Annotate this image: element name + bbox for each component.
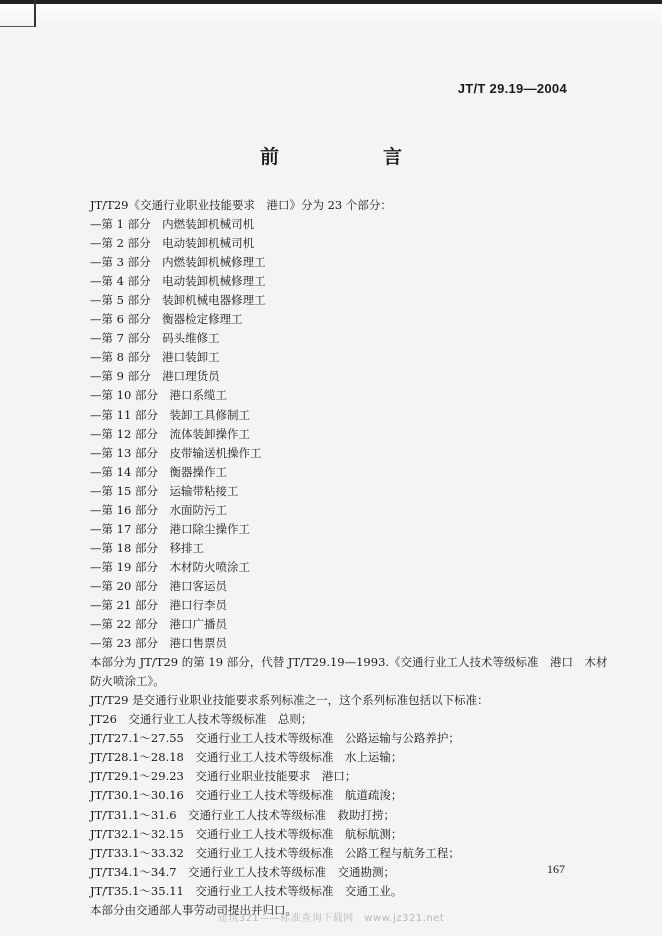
document-code: JT/T 29.19—2004 <box>457 81 567 96</box>
list-item: —第 15 部分 运输带粘接工 <box>90 483 239 498</box>
page-number: 167 <box>547 862 565 876</box>
replacement-note-line-2: 防火喷涂工》。 <box>90 674 165 689</box>
list-item: —第 10 部分 港口系缆工 <box>90 388 227 403</box>
standard-item: JT/T31.1～31.6 交通行业工人技术等级标准 救助打捞； <box>90 807 396 822</box>
list-item: —第 19 部分 木材防火喷涂工 <box>90 559 250 574</box>
foreword-body <box>90 196 608 920</box>
list-item: —第 4 部分 电动装卸机械修理工 <box>90 274 266 289</box>
list-item: —第 12 部分 流体装卸操作工 <box>90 426 250 441</box>
standard-item: JT/T34.1～34.7 交通行业工人技术等级标准 交通勘测； <box>90 864 396 879</box>
list-item: —第 11 部分 装卸工具修制工 <box>90 407 250 422</box>
series-intro-paragraph: JT/T29 是交通行业职业技能要求系列标准之一，这个系列标准包括以下标准： <box>90 693 489 708</box>
standard-item: JT/T27.1～27.55 交通行业工人技术等级标准 公路运输与公路养护； <box>90 731 460 746</box>
parts-list <box>90 215 560 653</box>
list-item: —第 5 部分 装卸机械电器修理工 <box>90 293 266 308</box>
list-item: —第 6 部分 衡器检定修理工 <box>90 312 243 327</box>
replacement-note-line-1: 本部分为 JT/T29 的第 19 部分，代替 JT/T29.19—1993.《交通行业工人技术等级标准 港口 木材 <box>90 655 608 670</box>
standard-item: JT26 交通行业工人技术等级标准 总则； <box>90 712 313 727</box>
list-item: —第 2 部分 电动装卸机械司机 <box>90 236 255 251</box>
list-item: —第 16 部分 水面防污工 <box>90 502 227 517</box>
list-item: —第 9 部分 港口理货员 <box>90 369 220 384</box>
list-item: —第 22 部分 港口广播员 <box>90 617 227 632</box>
standard-item: JT/T32.1～32.15 交通行业工人技术等级标准 航标航测； <box>90 826 403 841</box>
intro-paragraph: JT/T29《交通行业职业技能要求 港口》分为 23 个部分： <box>90 198 392 212</box>
standard-item: JT/T29.1～29.23 交通行业职业技能要求 港口； <box>90 769 357 784</box>
standard-item: JT/T33.1～33.32 交通行业工人技术等级标准 公路工程与航务工程； <box>90 845 460 860</box>
list-item: —第 3 部分 内燃装卸机械修理工 <box>90 255 266 270</box>
list-item: —第 21 部分 港口行李员 <box>90 597 227 612</box>
standard-item: JT/T30.1～30.16 交通行业工人技术等级标准 航道疏浚； <box>90 788 403 803</box>
page-title: 前 言 <box>259 146 424 168</box>
list-item: —第 1 部分 内燃装卸机械司机 <box>90 217 255 232</box>
standard-item: JT/T35.1～35.11 交通行业工人技术等级标准 交通工业。 <box>90 883 403 898</box>
standards-list <box>90 710 560 900</box>
scan-corner-mark <box>0 0 36 27</box>
closing-paragraph: 本部分由交通部人事劳动司提出并归口。 <box>90 902 297 917</box>
list-item: —第 18 部分 移排工 <box>90 540 204 555</box>
list-item: —第 13 部分 皮带输送机操作工 <box>90 445 262 460</box>
list-item: —第 14 部分 衡器操作工 <box>90 464 227 479</box>
scan-border-line <box>0 0 662 4</box>
list-item: —第 23 部分 港口售票员 <box>90 636 227 651</box>
list-item: —第 17 部分 港口除尘操作工 <box>90 521 250 536</box>
watermark-text: 建筑321——标准查询下载网 www.jz321.net <box>217 913 445 924</box>
standard-item: JT/T28.1～28.18 交通行业工人技术等级标准 水上运输； <box>90 750 403 765</box>
list-item: —第 8 部分 港口装卸工 <box>90 350 220 365</box>
list-item: —第 7 部分 码头维修工 <box>90 331 220 346</box>
list-item: —第 20 部分 港口客运员 <box>90 578 227 593</box>
